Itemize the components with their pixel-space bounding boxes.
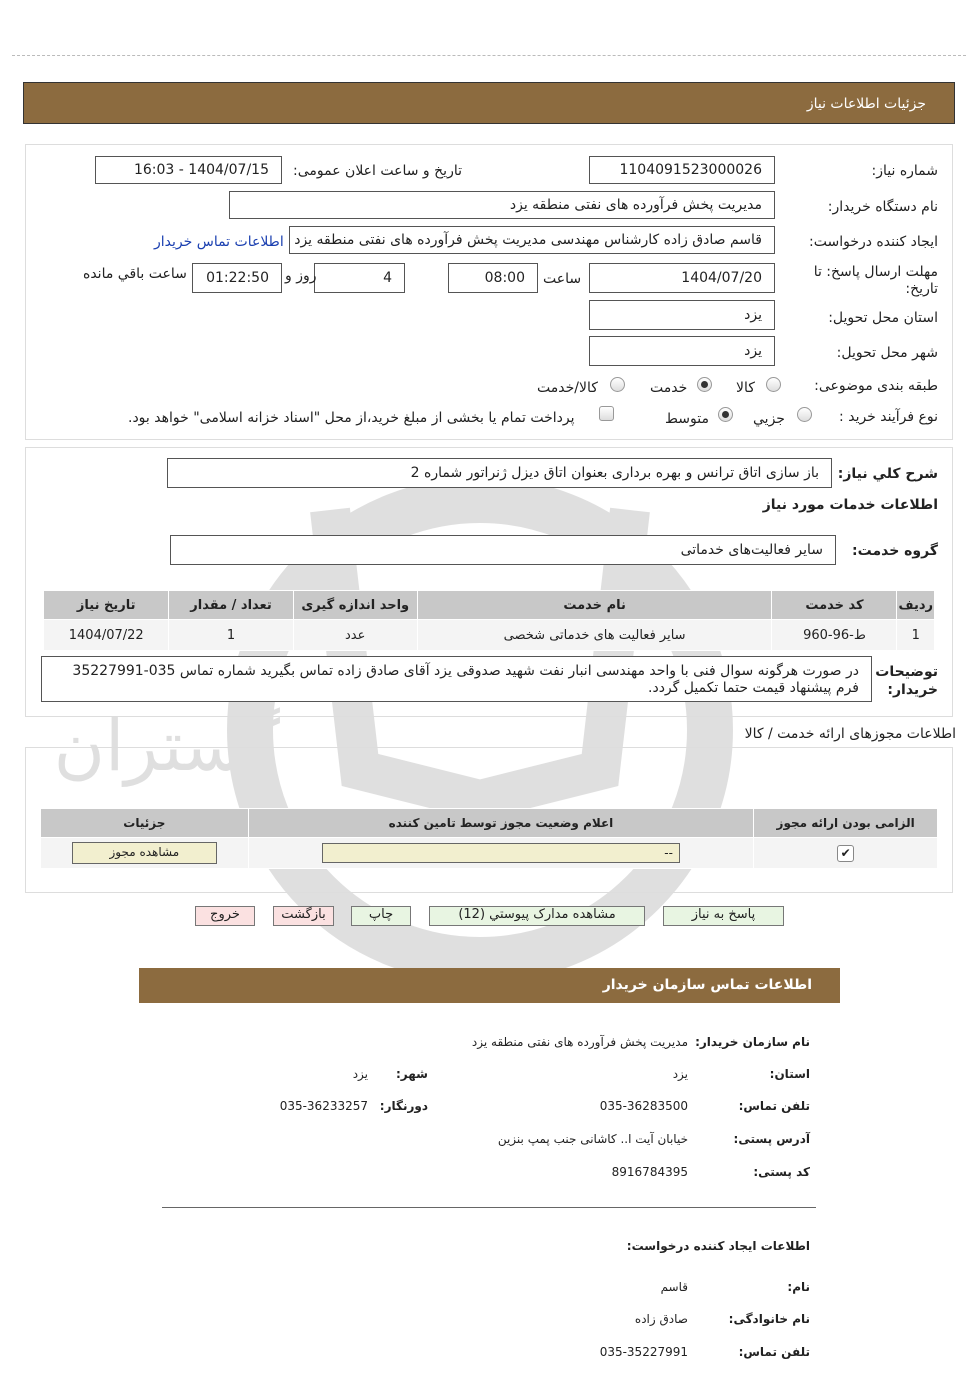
category-service-label: خدمت bbox=[650, 380, 688, 396]
col-service-name: نام خدمت bbox=[417, 591, 772, 620]
permit-required-checkbox[interactable]: ✔ bbox=[837, 845, 854, 862]
summary-field: باز سازی اتاق ترانس و بهره برداری بعنوان اتاق دیزل ژنراتور شماره 2 bbox=[167, 458, 832, 488]
buyer-notes-label: توضیحات خریدار: bbox=[875, 664, 938, 698]
deadline-label: مهلت ارسال پاسخ: تا تاریخ: bbox=[813, 264, 938, 297]
contact-city-value: یزد bbox=[352, 1067, 368, 1081]
page-title-bar bbox=[23, 82, 955, 124]
contact-phone-value: 035-36283500 bbox=[599, 1099, 688, 1113]
purchase-small-radio[interactable] bbox=[797, 407, 812, 422]
deadline-date-field: 1404/07/20 bbox=[589, 263, 775, 293]
top-divider bbox=[12, 55, 966, 56]
cell-service-name: سایر فعالیت های خدماتی شخصی bbox=[417, 620, 772, 651]
cell-unit: عدد bbox=[293, 620, 417, 651]
table-row bbox=[44, 620, 935, 651]
col-row: ردیف bbox=[897, 591, 935, 620]
contact-fax-label: دورنگار: bbox=[379, 1099, 428, 1113]
need-number-label: شماره نیاز: bbox=[871, 163, 938, 179]
purchase-small-label: جزيي bbox=[753, 411, 785, 427]
attachments-button[interactable]: مشاهده مدارک پیوستي (12) bbox=[429, 906, 645, 926]
watermark-text: گستران bbox=[53, 705, 280, 787]
reply-button[interactable]: پاسخ به نیاز bbox=[663, 906, 784, 926]
services-table bbox=[43, 590, 935, 651]
creator-name-value: قاسم bbox=[660, 1280, 688, 1294]
creator-family-value: صادق زاده bbox=[634, 1312, 688, 1326]
contact-title-bar bbox=[139, 968, 840, 1003]
col-need-date: تاریخ نیاز bbox=[44, 591, 169, 620]
contact-fax-value: 035-36233257 bbox=[279, 1099, 368, 1113]
creator-phone-value: 035-35227991 bbox=[599, 1345, 688, 1359]
deadline-time-field: 08:00 bbox=[448, 263, 538, 293]
category-label: طبقه بندی موضوعی: bbox=[814, 378, 938, 394]
service-group-label: گروه خدمت: bbox=[852, 543, 938, 559]
service-group-field: سایر فعالیت‌های خدماتی bbox=[170, 535, 836, 565]
print-button[interactable]: چاپ bbox=[351, 906, 411, 926]
purchase-medium-label: متوسط bbox=[665, 411, 709, 427]
announce-datetime-field: 1404/07/15 - 16:03 bbox=[95, 156, 282, 184]
exit-button[interactable]: خروج bbox=[195, 906, 255, 926]
cell-permit-details bbox=[41, 838, 249, 869]
contact-org-value: مدیریت پخش فرآورده های نفتی منطقه یزد bbox=[471, 1035, 688, 1049]
category-both-label: کالا/خدمت bbox=[537, 380, 598, 396]
creator-phone-label: تلفن تماس: bbox=[738, 1345, 810, 1359]
buyer-org-label: نام دستگاه خریدار: bbox=[827, 199, 938, 215]
treasury-payment-checkbox[interactable] bbox=[599, 406, 614, 421]
services-table-header bbox=[44, 591, 935, 620]
cell-quantity: 1 bbox=[169, 620, 293, 651]
contact-address-value: خیابان آیت ا.. کاشانی جنب پمپ بنزین bbox=[497, 1132, 688, 1146]
contact-divider bbox=[162, 1207, 816, 1208]
contact-province-value: یزد bbox=[672, 1067, 688, 1081]
contact-postal-value: 8916784395 bbox=[611, 1165, 688, 1179]
category-service-radio[interactable] bbox=[697, 377, 712, 392]
permits-table-header bbox=[41, 809, 938, 838]
contact-province-label: استان: bbox=[769, 1067, 810, 1081]
cell-permit-required bbox=[754, 838, 938, 869]
col-permit-required: الزامی بودن ارائه مجوز bbox=[754, 809, 938, 838]
province-field: یزد bbox=[589, 300, 775, 330]
purchase-type-label: نوع فرآیند خرید : bbox=[839, 409, 938, 425]
deadline-time-label: ساعت bbox=[543, 271, 582, 287]
cell-row: 1 bbox=[897, 620, 935, 651]
treasury-payment-note: پرداخت تمام یا بخشی از مبلغ خرید،از محل "اسناد خزانه اسلامی" خواهد بود. bbox=[128, 410, 575, 426]
announce-datetime-label: تاریخ و ساعت اعلان عمومی: bbox=[293, 163, 462, 179]
province-label: استان محل تحویل: bbox=[828, 310, 938, 326]
category-goods-label: کالا bbox=[736, 380, 755, 396]
creator-family-label: نام خانوادگی: bbox=[728, 1312, 810, 1326]
back-button[interactable]: بازگشت bbox=[273, 906, 334, 926]
col-quantity: تعداد / مقدار bbox=[169, 591, 293, 620]
category-goods-radio[interactable] bbox=[766, 377, 781, 392]
contact-phone-label: تلفن تماس: bbox=[738, 1099, 810, 1113]
view-permit-button[interactable]: مشاهده مجوز bbox=[72, 842, 217, 864]
deadline-days-field: 4 bbox=[314, 263, 405, 293]
remaining-time-label: ساعت باقي مانده bbox=[83, 266, 187, 282]
city-label: شهر محل تحویل: bbox=[836, 345, 938, 361]
page-title: جزئیات اطلاعات نیاز bbox=[806, 96, 926, 112]
contact-postal-label: کد پستی: bbox=[753, 1165, 810, 1179]
cell-need-date: 1404/07/22 bbox=[44, 620, 169, 651]
buyer-org-field: مدیریت پخش فرآورده های نفتی منطقه یزد bbox=[229, 191, 775, 219]
creator-title: اطلاعات ایجاد کننده درخواست: bbox=[626, 1239, 810, 1253]
col-permit-details: جزئیات bbox=[41, 809, 249, 838]
table-row bbox=[41, 838, 938, 869]
requester-label: ایجاد کننده درخواست: bbox=[809, 234, 938, 250]
buyer-contact-link[interactable]: اطلاعات تماس خریدار bbox=[154, 234, 284, 250]
contact-city-label: شهر: bbox=[396, 1067, 428, 1081]
contact-title: اطلاعات تماس سازمان خریدار bbox=[602, 977, 812, 993]
category-both-radio[interactable] bbox=[610, 377, 625, 392]
col-unit: واحد اندازه گیری bbox=[293, 591, 417, 620]
deadline-days-label: روز و bbox=[285, 268, 317, 284]
buyer-notes-field: در صورت هرگونه سوال فنی با واحد مهندسی انبار نفت شهید صدوقی یزد آقای صادق زاده تماس بگیرید شماره تماس 035-35227991 فرم پیشنهاد قیمت حتما تکمیل گردد. bbox=[41, 656, 872, 702]
permits-title: اطلاعات مجوزهای ارائه خدمت / کالا bbox=[744, 726, 956, 742]
city-field: یزد bbox=[589, 336, 775, 366]
creator-name-label: نام: bbox=[787, 1280, 810, 1294]
permits-table bbox=[40, 808, 938, 869]
summary-label: شرح كلي نياز: bbox=[837, 466, 938, 482]
services-title: اطلاعات خدمات مورد نیاز bbox=[762, 497, 938, 513]
col-permit-status: اعلام وضعیت مجوز توسط تامین کننده bbox=[248, 809, 754, 838]
permit-status-field[interactable]: -- bbox=[322, 843, 680, 863]
cell-permit-status bbox=[248, 838, 754, 869]
cell-service-code: ط-96-960 bbox=[772, 620, 897, 651]
requester-field: قاسم صادق زاده کارشناس مهندسی مدیریت پخش فرآورده های نفتی منطقه یزد bbox=[289, 226, 775, 254]
contact-address-label: آدرس پستی: bbox=[733, 1132, 810, 1146]
col-service-code: کد خدمت bbox=[772, 591, 897, 620]
contact-org-label: نام سازمان خریدار: bbox=[695, 1035, 810, 1049]
need-number-field: 1104091523000026 bbox=[589, 156, 775, 184]
purchase-medium-radio[interactable] bbox=[718, 407, 733, 422]
remaining-time-field: 01:22:50 bbox=[192, 263, 282, 293]
